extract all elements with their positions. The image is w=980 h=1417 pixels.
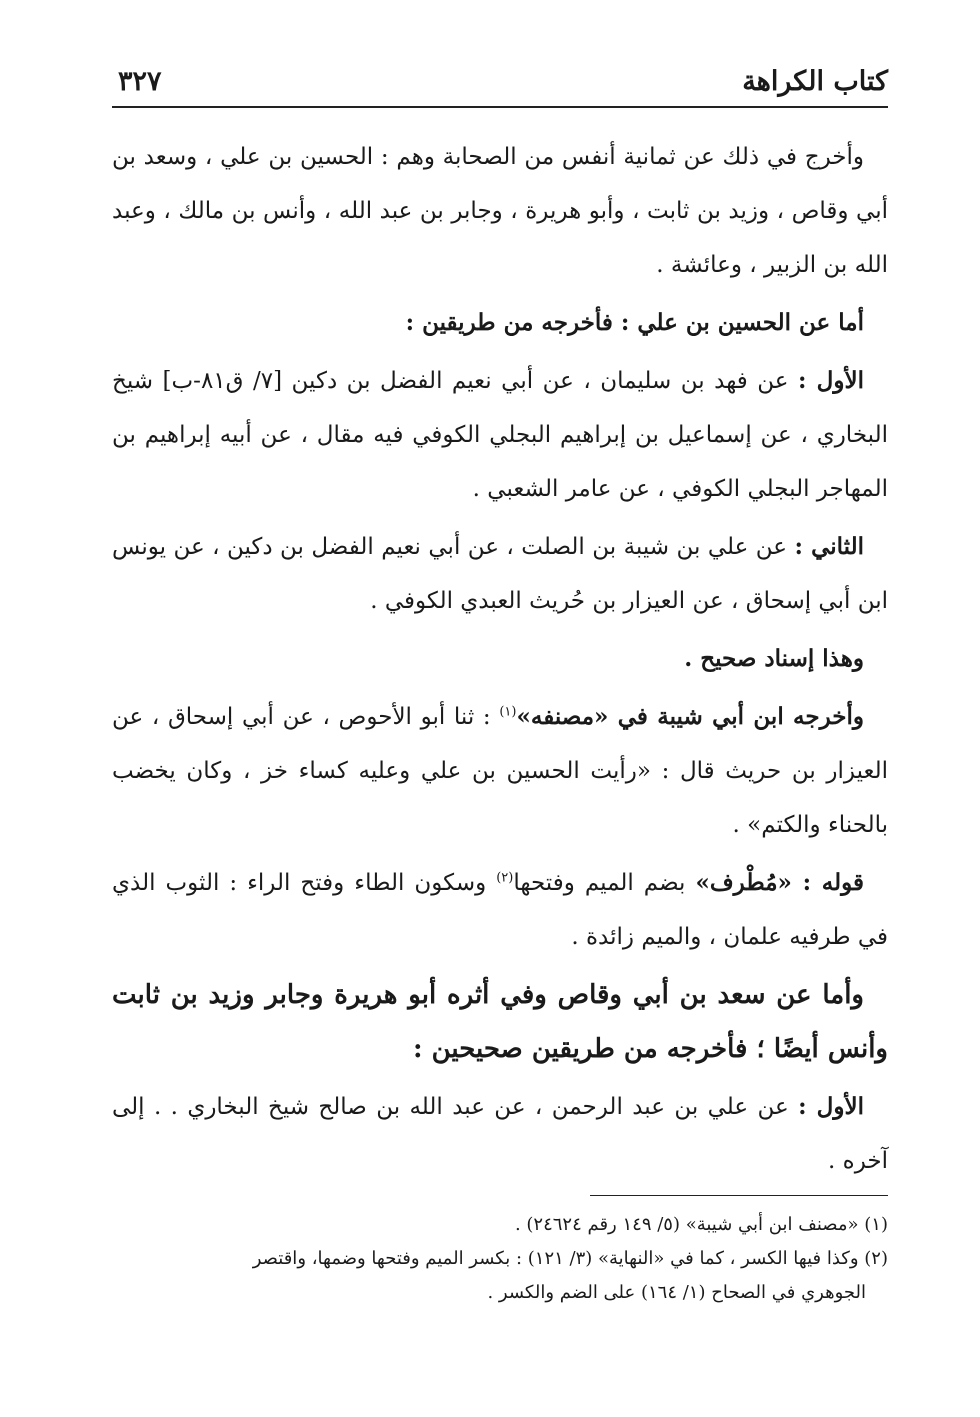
footnote-1: (١) «مصنف ابن أبي شيبة» (٥/ ١٤٩ رقم ٢٤٦٢٤) . <box>514 1214 888 1235</box>
paragraph-isnad-sahih: وهذا إسناد صحيح . <box>684 645 864 672</box>
text-saad-first-route: عن علي بن عبد الرحمن ، عن عبد الله بن صالح شيخ البخاري . . إلى آخره . <box>112 1094 888 1174</box>
paragraph-mutraf <box>112 856 888 964</box>
footnote-ref-1[interactable]: (١) <box>499 704 517 720</box>
lead-first: الأول : <box>797 367 864 394</box>
paragraph-first-route <box>112 354 888 516</box>
text-first-route: عن فهد بن سليمان ، عن أبي نعيم الفضل بن دكين [٧/ ق٨١-ب] شيخ البخاري ، عن إسماعيل بن إبراهيم البجلي الكوفي فيه مقال ، عن أبيه إبراهيم بن المهاجر البجلي الكوفي ، عن عامر الشعبي . <box>112 368 888 502</box>
paragraph-ibn-abi-shayba <box>112 690 888 852</box>
paragraph-intro: وأخرج في ذلك عن ثمانية أنفس من الصحابة وهم : الحسين بن علي ، وسعد بن أبي وقاص ، وزيد بن ثابت ، وأبو هريرة ، وجابر بن عبد الله ، وأنس بن مالك ، وعبد الله بن الزبير ، وعائشة . <box>112 144 888 278</box>
lead-mutraf: قوله : «مُطْرف» <box>695 869 864 896</box>
page-header <box>112 62 888 108</box>
text-second-route: عن علي بن شيبة بن الصلت ، عن أبي نعيم الفضل بن دكين ، عن يونس ابن أبي إسحاق ، عن العيزار بن حُريث العبدي الكوفي . <box>112 534 888 614</box>
main-text <box>112 130 888 1192</box>
footnote-divider <box>590 1195 888 1196</box>
running-title: كتاب الكراهة <box>742 66 888 97</box>
text-mutraf-b: وسكون الطاء وفتح الراء : الثوب الذي في طرفيه علمان ، والميم زائدة . <box>112 870 888 950</box>
lead-saad-first: الأول : <box>798 1093 864 1120</box>
section-heading-husain: أما عن الحسين بن علي : فأخرجه من طريقين : <box>405 309 864 336</box>
lead-ibn-abi-shayba: وأخرجه ابن أبي شيبة في «مصنفه» <box>516 703 865 730</box>
footnotes <box>112 1208 888 1310</box>
page-number: ٣٢٧ <box>118 66 162 97</box>
footnote-ref-2[interactable]: (٢) <box>496 870 514 886</box>
paragraph-second-route <box>112 520 888 628</box>
footnote-2-line-2: الجوهري في الصحاح (١/ ١٦٤) على الضم والكسر . <box>487 1282 866 1303</box>
footnote-2-line-1: (٢) وكذا فيها الكسر ، كما في «النهاية» (٣/ ١٢١) : بكسر الميم وفتحها وضمها، واقتصر <box>252 1248 888 1269</box>
section-heading-saad: وأما عن سعد بن أبي وقاص وفي أثره أبو هريرة وجابر وزيد بن ثابت وأنس أيضًا ؛ فأخرجه من طريقين صحيحين : <box>112 980 888 1064</box>
paragraph-saad-first-route <box>112 1080 888 1188</box>
lead-second: الثاني : <box>794 533 864 560</box>
text-mutraf-a: بضم الميم وفتحها <box>513 870 686 896</box>
text-ibn-abi-shayba: : ثنا أبو الأحوص ، عن أبي إسحاق ، عن العيزار بن حريث قال : «رأيت الحسين بن علي وعليه كساء خز ، وكان يخضب بالحناء والكتم» . <box>112 704 888 838</box>
